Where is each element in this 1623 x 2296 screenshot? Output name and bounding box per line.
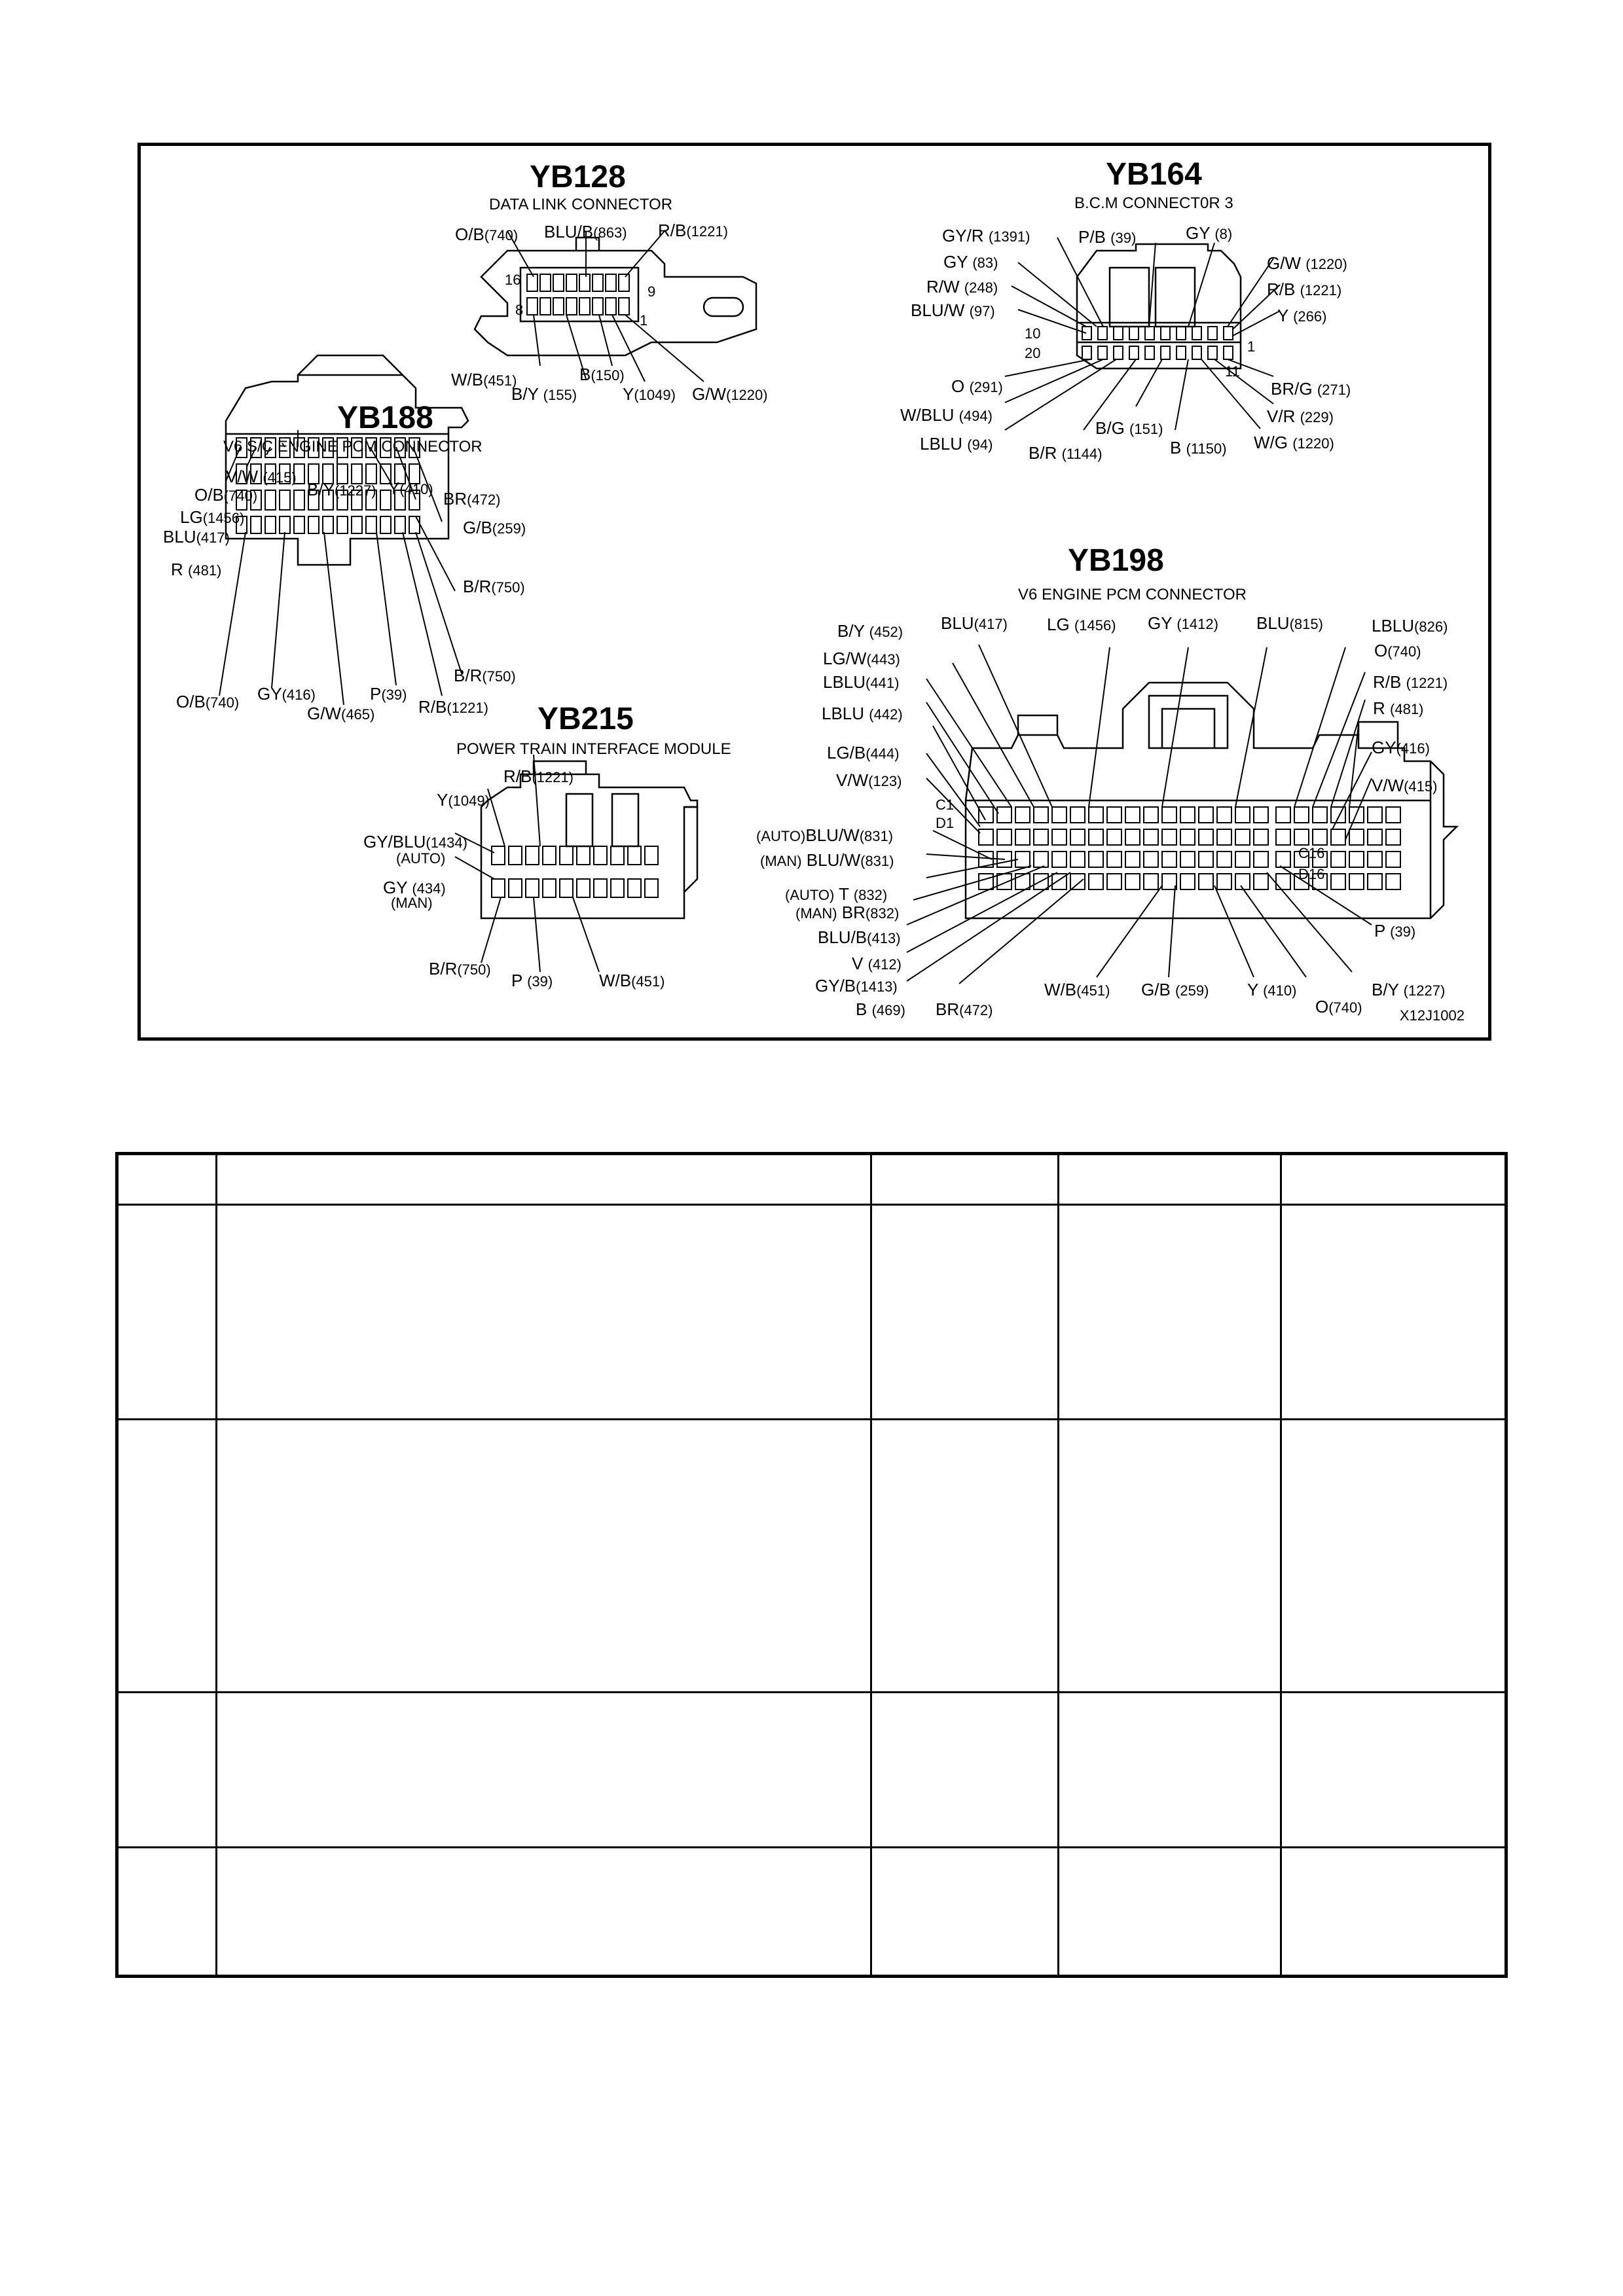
- yb215-wire-p: P (39): [511, 971, 553, 990]
- table-cell: [117, 1848, 217, 1977]
- yb215-wire-rb: R/B(1221): [503, 766, 574, 786]
- yb164-wire-y: Y (266): [1277, 306, 1327, 325]
- table-cell: [1281, 1419, 1506, 1693]
- yb188-wire-ob2: O/B(740): [176, 692, 240, 711]
- table-cell: [1281, 1848, 1506, 1977]
- yb188-wire-p: P(39): [370, 684, 407, 704]
- yb215-wire-gy: GY (434): [383, 878, 446, 897]
- yb164-pin-1: 1: [1247, 338, 1256, 355]
- table-cell: [217, 1205, 871, 1419]
- yb198-wire-bluw-man: (MAN) BLU/W(831): [760, 850, 894, 870]
- table-cell: [1281, 1205, 1506, 1419]
- table-cell: [217, 1154, 871, 1205]
- yb215-wire-y: Y(1049): [437, 790, 490, 810]
- yb198-wire-t: (AUTO) T (832): [785, 884, 888, 904]
- table-cell: [217, 1419, 871, 1693]
- yb188-wire-ob: O/B(740): [194, 485, 258, 505]
- yb198-pin-d1: D1: [936, 815, 955, 831]
- yb188-subtitle: V6 S/C ENGINE PCM CONNECTOR: [223, 438, 483, 456]
- table-cell: [871, 1693, 1059, 1848]
- yb188-title: YB188: [337, 401, 433, 435]
- yb198-wire-lgb: LG/B(444): [827, 743, 900, 762]
- yb198-wire-br472: BR(472): [936, 999, 993, 1019]
- yb198-pin-d16: D16: [1298, 866, 1325, 882]
- table-cell: [117, 1693, 217, 1848]
- yb128-wire-ob: O/B(740): [455, 224, 519, 244]
- table-cell: [117, 1154, 217, 1205]
- yb198-wire-blu: BLU(417): [941, 613, 1008, 633]
- table-cell: [117, 1419, 217, 1693]
- yb164-wire-br: B/R (1144): [1029, 443, 1103, 463]
- figure-reference: X12J1002: [1399, 1007, 1465, 1024]
- yb198-pin-c16: C16: [1298, 845, 1325, 861]
- yb198-wire-bluw-auto: (AUTO)BLU/W(831): [756, 825, 894, 845]
- yb128-wire-wb: W/B(451): [451, 370, 517, 389]
- yb188-wire-blu: BLU(417): [163, 527, 230, 547]
- yb198-wire-vw: V/W(123): [836, 770, 902, 790]
- yb188-wire-by: B/Y(1227): [307, 480, 376, 499]
- yb164-wire-lblu: LBLU (94): [920, 434, 993, 454]
- yb164-connector-body: [1005, 238, 1280, 430]
- yb128-pin-1: 1: [640, 312, 648, 329]
- yb164-wire-brg: BR/G (271): [1271, 379, 1351, 399]
- yb198-wire-gy: GY (1412): [1148, 613, 1218, 633]
- yb198-wire-r: R (481): [1373, 698, 1424, 718]
- yb188-wire-gb: G/B(259): [463, 518, 526, 537]
- yb188-wire-br750b: B/R(750): [454, 666, 516, 685]
- yb128-subtitle: DATA LINK CONNECTOR: [489, 196, 673, 213]
- yb198-wire-lblu826: LBLU(826): [1372, 616, 1448, 636]
- yb198-wire-p: P (39): [1374, 921, 1416, 941]
- yb164-wire-bg: B/G (151): [1095, 418, 1163, 438]
- yb128-title: YB128: [530, 160, 626, 194]
- yb198-subtitle: V6 ENGINE PCM CONNECTOR: [1018, 586, 1247, 603]
- table-cell: [117, 1205, 217, 1419]
- table-cell: [871, 1205, 1059, 1419]
- table-cell: [1059, 1154, 1281, 1205]
- table-row: [117, 1848, 1506, 1977]
- yb215-subtitle: POWER TRAIN INTERFACE MODULE: [456, 740, 731, 758]
- yb198-pin-c1: C1: [936, 797, 955, 813]
- yb164-wire-gw: G/W (1220): [1267, 253, 1347, 273]
- yb198-wire-lg: LG (1456): [1047, 615, 1116, 634]
- yb198-wire-lblu441: LBLU(441): [823, 672, 900, 692]
- yb198-title: YB198: [1068, 543, 1164, 578]
- yb164-wire-vr: V/R (229): [1267, 406, 1334, 426]
- table-cell: [871, 1848, 1059, 1977]
- yb164-pin-20: 20: [1025, 345, 1041, 361]
- yb198-wire-v: V (412): [852, 954, 902, 973]
- yb198-wire-by: B/Y (452): [837, 621, 903, 641]
- yb164-pin-10: 10: [1025, 325, 1041, 342]
- yb198-wire-blu815: BLU(815): [1256, 613, 1323, 633]
- yb164-title: YB164: [1106, 157, 1202, 192]
- yb215-wire-gyblu: GY/BLU(1434): [363, 832, 467, 852]
- yb198-wire-gy416: GY(416): [1372, 738, 1430, 757]
- yb198-wire-gyb: GY/B(1413): [815, 976, 898, 996]
- table-cell: [217, 1693, 871, 1848]
- yb215-wire-gy-note: (MAN): [391, 895, 433, 911]
- yb198-wire-y: Y (410): [1247, 980, 1297, 999]
- yb198-wire-lblu442: LBLU (442): [822, 704, 903, 723]
- blank-table: [115, 1152, 1508, 1978]
- yb188-wire-gy: GY(416): [257, 684, 316, 704]
- yb128-pin-16: 16: [505, 272, 521, 288]
- yb188-wire-y: Y(410): [388, 478, 433, 498]
- yb128-wire-b: B(150): [579, 365, 625, 384]
- table-cell: [1059, 1419, 1281, 1693]
- yb164-wire-gy83: GY (83): [943, 252, 998, 272]
- yb198-wire-rb: R/B (1221): [1373, 672, 1448, 692]
- yb198-wire-o740b: O(740): [1315, 997, 1362, 1016]
- yb164-wire-o: O (291): [951, 376, 1003, 396]
- connector-diagram-frame: [137, 143, 1491, 1041]
- yb198-wire-vw415: V/W(415): [1372, 776, 1438, 795]
- yb188-wire-vw: V/W (415): [226, 467, 297, 486]
- yb128-wire-gw: G/W(1220): [692, 384, 768, 404]
- table-header-row: [117, 1154, 1506, 1205]
- yb198-wire-lgw: LG/W(443): [823, 649, 900, 668]
- yb128-wire-blub: BLU/B(863): [544, 222, 627, 242]
- table-cell: [871, 1154, 1059, 1205]
- yb164-wire-gy: GY (8): [1186, 223, 1233, 243]
- yb198-wire-b: B (469): [856, 999, 905, 1019]
- table-row: [117, 1419, 1506, 1693]
- yb164-wire-rw: R/W (248): [926, 277, 998, 296]
- yb164-wire-bluw: BLU/W (97): [911, 300, 995, 320]
- yb188-wire-r: R (481): [171, 560, 222, 579]
- yb188-wire-gw: G/W(465): [307, 704, 375, 723]
- yb164-wire-gyr: GY/R (1391): [942, 226, 1030, 245]
- yb215-wire-br: B/R(750): [429, 959, 491, 978]
- table-cell: [1281, 1154, 1506, 1205]
- yb198-wire-blub: BLU/B(413): [818, 927, 901, 947]
- yb215-wire-gyblu-note: (AUTO): [396, 850, 446, 867]
- yb128-wire-y: Y(1049): [623, 384, 676, 404]
- yb188-wire-br750: B/R(750): [463, 577, 525, 596]
- table-cell: [1059, 1848, 1281, 1977]
- table-cell: [1281, 1693, 1506, 1848]
- yb164-subtitle: B.C.M CONNECT0R 3: [1074, 194, 1233, 212]
- yb164-pin-11: 11: [1225, 363, 1240, 380]
- table-cell: [1059, 1205, 1281, 1419]
- yb198-wire-br832: (MAN) BR(832): [795, 903, 900, 922]
- yb198-wire-gb: G/B (259): [1141, 980, 1209, 999]
- table-row: [117, 1205, 1506, 1419]
- yb215-wire-wb: W/B(451): [599, 971, 665, 990]
- yb188-wire-rb: R/B(1221): [418, 697, 488, 717]
- yb164-wire-b: B (1150): [1170, 438, 1227, 457]
- yb128-wire-by: B/Y (155): [511, 384, 577, 404]
- yb164-wire-wblu: W/BLU (494): [900, 405, 993, 425]
- yb128-wire-rb: R/B(1221): [658, 221, 728, 240]
- yb198-wire-wb: W/B(451): [1044, 980, 1110, 999]
- yb198-wire-by1227: B/Y (1227): [1372, 980, 1446, 999]
- yb188-wire-br: BR(472): [443, 489, 501, 509]
- yb215-title: YB215: [538, 702, 634, 736]
- yb164-wire-pb: P/B (39): [1078, 227, 1137, 247]
- yb198-wire-o740: O(740): [1374, 641, 1421, 660]
- yb215-connector-body: [455, 755, 697, 972]
- yb164-wire-rb: R/B (1221): [1267, 279, 1342, 299]
- yb128-pin-8: 8: [515, 302, 524, 318]
- yb128-pin-9: 9: [647, 283, 656, 300]
- yb188-wire-lg: LG(1456): [180, 507, 245, 527]
- table-cell: [1059, 1693, 1281, 1848]
- yb164-wire-wg: W/G (1220): [1254, 433, 1334, 452]
- table-row: [117, 1693, 1506, 1848]
- table-cell: [871, 1419, 1059, 1693]
- table-cell: [217, 1848, 871, 1977]
